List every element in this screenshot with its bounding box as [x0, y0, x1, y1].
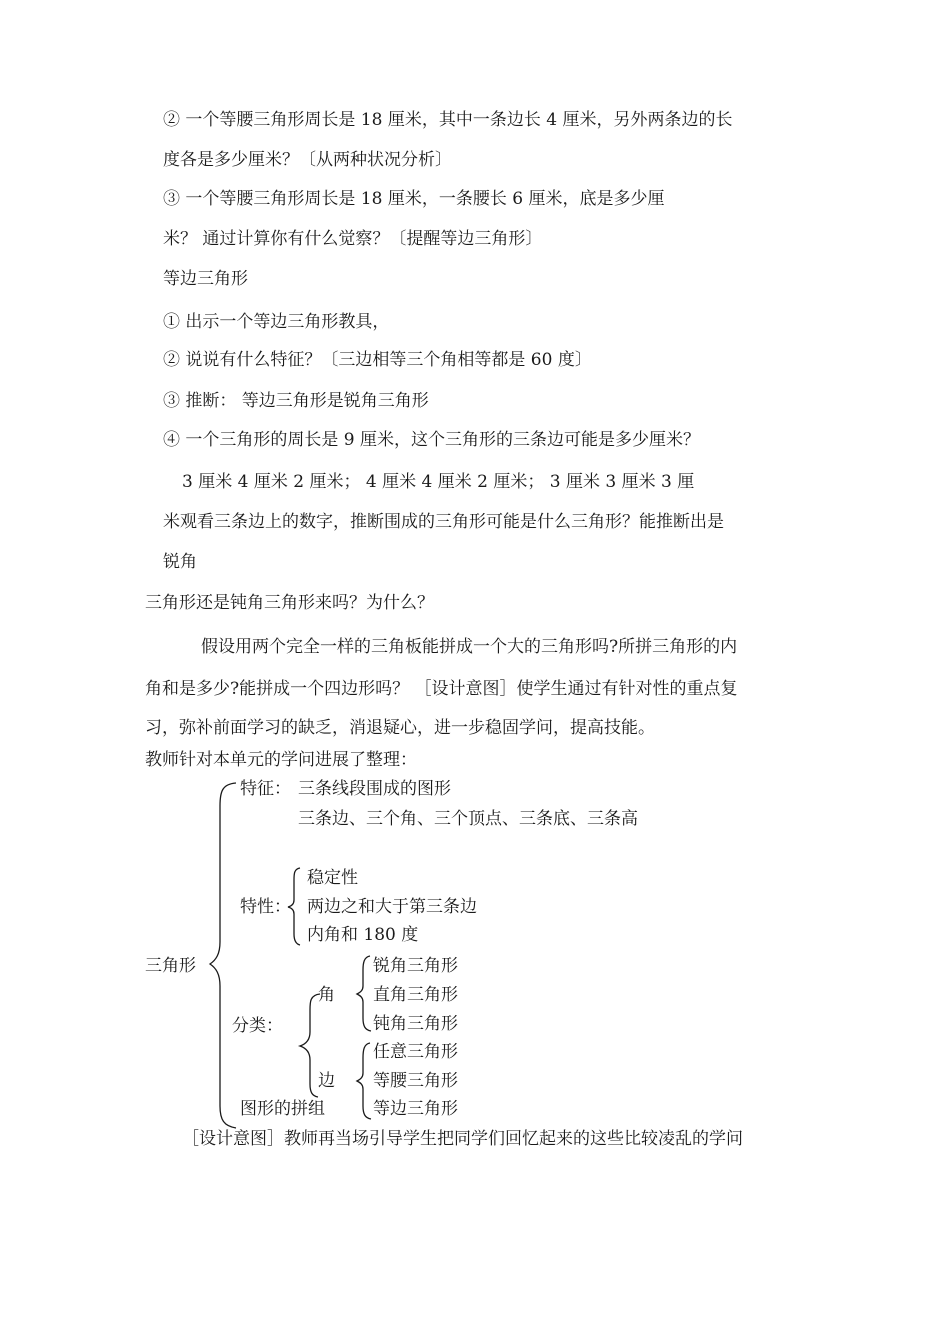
side-label: 边 [318, 1071, 335, 1091]
question-3-line-1: ③ 一个等腰三角形周长是 18 厘米，一条腰长 6 厘米，底是多少厘 [163, 189, 665, 209]
angle-item-right: 直角三角形 [373, 985, 458, 1005]
section-heading-equilateral: 等边三角形 [163, 269, 248, 289]
feature-item-2: 三条边、三个角、三个顶点、三条底、三条高 [298, 809, 638, 829]
equilateral-step-2: ② 说说有什么特征？〔三边相等三个角相等都是 60 度〕 [163, 350, 592, 370]
angle-item-acute: 锐角三角形 [373, 956, 458, 976]
side-item-isosceles: 等腰三角形 [373, 1071, 458, 1091]
obtuse-question-line: 三角形还是钝角三角形来吗？为什么？ [145, 593, 434, 613]
design-intent-line: ［设计意图］教师再当场引导学生把同学们回忆起来的这些比较凌乱的学问 [182, 1129, 743, 1149]
side-options-line: 3 厘米 4 厘米 2 厘米； 4 厘米 4 厘米 2 厘米； 3 厘米 3 厘米 3 厘 [182, 472, 695, 492]
equilateral-step-3: ③ 推断： 等边三角形是锐角三角形 [163, 391, 429, 411]
main-brace [210, 783, 236, 1128]
acute-line: 锐角 [163, 552, 197, 572]
observe-line: 米观看三条边上的数字，推断围成的三角形可能是什么三角形？能推断出是 [163, 512, 724, 532]
class-label: 分类： [232, 1016, 283, 1036]
equilateral-step-4: ④ 一个三角形的周长是 9 厘米，这个三角形的三条边可能是多少厘米？ [163, 430, 701, 450]
property-label: 特性： [240, 897, 291, 917]
feature-item-1: 三条线段围成的图形 [298, 779, 451, 799]
tree-root: 三角形 [145, 956, 196, 976]
summary-intro: 教师针对本单元的学问进展了整理： [145, 750, 417, 770]
assemble-question-line-1: 假设用两个完全一样的三角板能拼成一个大的三角形吗?所拼三角形的内 [201, 637, 738, 657]
property-item-1: 稳定性 [307, 868, 358, 888]
side-item-equilateral: 等边三角形 [373, 1099, 458, 1119]
combo-label: 图形的拼组 [240, 1099, 325, 1119]
question-3-line-2: 米？ 通过计算你有什么觉察？〔提醒等边三角形〕 [163, 229, 543, 249]
question-2-line-2: 度各是多少厘米？〔从两种状况分析〕 [163, 150, 452, 170]
property-item-3: 内角和 180 度 [307, 925, 419, 945]
angle-brace [357, 956, 371, 1031]
angle-item-obtuse: 钝角三角形 [373, 1014, 458, 1034]
feature-label: 特征： [240, 779, 291, 799]
side-brace [357, 1043, 371, 1119]
equilateral-step-1: ① 出示一个等边三角形教具， [163, 312, 390, 332]
class-brace [300, 994, 320, 1097]
side-item-scalene: 任意三角形 [373, 1042, 458, 1062]
assemble-question-line-2: 角和是多少?能拼成一个四边形吗？ ［设计意图］使学生通过有针对性的重点复 [145, 679, 738, 699]
angle-label: 角 [318, 985, 335, 1005]
property-item-2: 两边之和大于第三条边 [307, 897, 477, 917]
assemble-question-line-3: 习，弥补前面学习的缺乏，消退疑心，进一步稳固学问，提高技能。 [145, 718, 655, 738]
question-2-line-1: ② 一个等腰三角形周长是 18 厘米，其中一条边长 4 厘米，另外两条边的长 [163, 110, 733, 130]
